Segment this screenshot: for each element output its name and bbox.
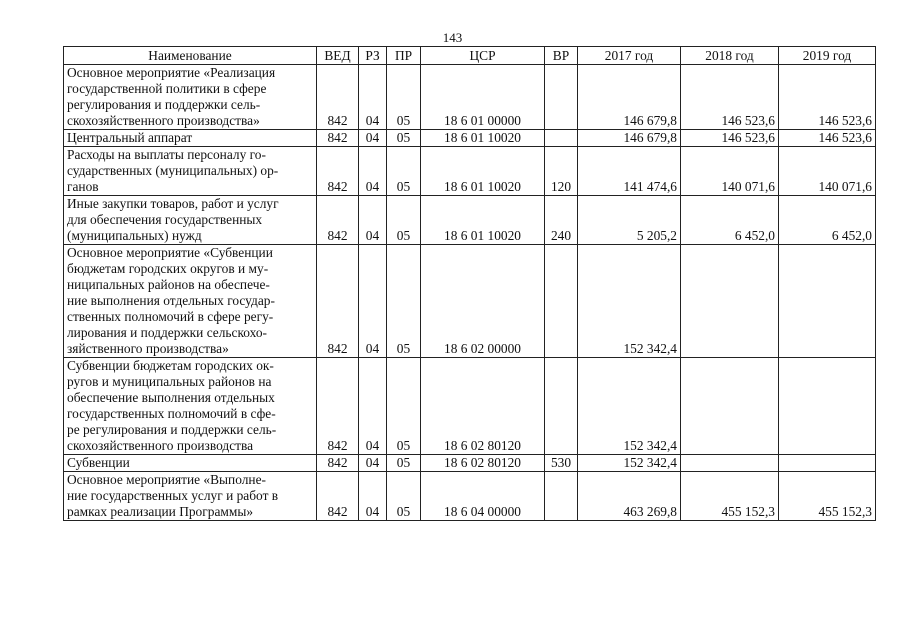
- cell-csr: 18 6 01 10020: [421, 196, 545, 245]
- cell-vr: [545, 245, 578, 358]
- cell-vr: [545, 65, 578, 130]
- cell-name-line: государственных полномочий в сфе-: [67, 406, 276, 421]
- cell-2017: 146 679,8: [578, 130, 681, 147]
- table-row: [64, 65, 876, 130]
- cell-2019: 6 452,0: [779, 196, 876, 245]
- cell-2018: [681, 245, 779, 358]
- column-header-2019: 2019 год: [779, 47, 876, 65]
- cell-pr: 05: [387, 147, 421, 196]
- cell-name-line: регулирования и поддержки сель-: [67, 97, 261, 112]
- cell-2019: [779, 245, 876, 358]
- cell-2017: 5 205,2: [578, 196, 681, 245]
- column-header-pr: ПР: [387, 47, 421, 65]
- cell-csr: 18 6 02 80120: [421, 455, 545, 472]
- column-header-vr: ВР: [545, 47, 578, 65]
- cell-2019: [779, 358, 876, 455]
- column-header-ved: ВЕД: [317, 47, 359, 65]
- column-header-2017: 2017 год: [578, 47, 681, 65]
- cell-2019: 146 523,6: [779, 130, 876, 147]
- cell-name: [64, 147, 317, 196]
- cell-csr: 18 6 01 00000: [421, 65, 545, 130]
- table-row: [64, 147, 876, 196]
- table-header-row: [64, 47, 876, 65]
- cell-ved: 842: [317, 358, 359, 455]
- cell-name-line: сударственных (муниципальных) ор-: [67, 163, 279, 178]
- cell-name: [64, 358, 317, 455]
- cell-ved: 842: [317, 472, 359, 521]
- table-row: [64, 455, 876, 472]
- cell-pr: 05: [387, 472, 421, 521]
- cell-name-line: для обеспечения государственных: [67, 212, 263, 227]
- cell-name-line: ниципальных районов на обеспече-: [67, 277, 270, 292]
- cell-vr: [545, 130, 578, 147]
- cell-rz: 04: [359, 147, 387, 196]
- cell-name-line: Субвенции: [67, 455, 130, 470]
- cell-name-line: Основное мероприятие «Реализация: [67, 65, 276, 80]
- cell-2017: 152 342,4: [578, 358, 681, 455]
- cell-name: [64, 455, 317, 472]
- cell-name: [64, 65, 317, 130]
- cell-pr: 05: [387, 358, 421, 455]
- cell-pr: 05: [387, 245, 421, 358]
- cell-2018: [681, 455, 779, 472]
- table-row: [64, 472, 876, 521]
- cell-vr: [545, 472, 578, 521]
- cell-2019: 146 523,6: [779, 65, 876, 130]
- cell-name: [64, 245, 317, 358]
- cell-name: [64, 130, 317, 147]
- cell-name-line: ругов и муниципальных районов на: [67, 374, 272, 389]
- table-row: [64, 245, 876, 358]
- cell-rz: 04: [359, 472, 387, 521]
- cell-csr: 18 6 01 10020: [421, 147, 545, 196]
- cell-2018: 146 523,6: [681, 65, 779, 130]
- cell-2017: 152 342,4: [578, 455, 681, 472]
- cell-pr: 05: [387, 196, 421, 245]
- page-number: 143: [442, 30, 463, 45]
- cell-name-line: бюджетам городских округов и му-: [67, 261, 269, 276]
- cell-vr: 240: [545, 196, 578, 245]
- cell-name-line: обеспечение выполнения отдельных: [67, 390, 275, 405]
- cell-csr: 18 6 02 80120: [421, 358, 545, 455]
- cell-pr: 05: [387, 65, 421, 130]
- cell-csr: 18 6 04 00000: [421, 472, 545, 521]
- cell-2019: [779, 455, 876, 472]
- cell-name-line: ре регулирования и поддержки сель-: [67, 422, 277, 437]
- cell-ved: 842: [317, 196, 359, 245]
- cell-2017: 152 342,4: [578, 245, 681, 358]
- column-header-csr: ЦСР: [421, 47, 545, 65]
- budget-table: [63, 46, 876, 521]
- cell-name-line: Расходы на выплаты персоналу го-: [67, 147, 266, 162]
- cell-2019: 140 071,6: [779, 147, 876, 196]
- cell-vr: 120: [545, 147, 578, 196]
- cell-name-line: ганов: [67, 179, 99, 194]
- cell-name-line: (муниципальных) нужд: [67, 228, 202, 243]
- cell-ved: 842: [317, 65, 359, 130]
- cell-name-line: скохозяйственного производства»: [67, 113, 260, 128]
- cell-pr: 05: [387, 455, 421, 472]
- cell-pr: 05: [387, 130, 421, 147]
- table-row: [64, 358, 876, 455]
- cell-name: [64, 472, 317, 521]
- cell-name-line: рамках реализации Программы»: [67, 504, 254, 519]
- cell-name-line: государственной политики в сфере: [67, 81, 267, 96]
- cell-name-line: скохозяйственного производства: [67, 438, 254, 453]
- cell-2018: 455 152,3: [681, 472, 779, 521]
- cell-name-line: Субвенции бюджетам городских ок-: [67, 358, 274, 373]
- cell-name: [64, 196, 317, 245]
- cell-ved: 842: [317, 130, 359, 147]
- cell-2017: 141 474,6: [578, 147, 681, 196]
- column-header-2018: 2018 год: [681, 47, 779, 65]
- cell-name-line: Иные закупки товаров, работ и услуг: [67, 196, 279, 211]
- table-row: [64, 130, 876, 147]
- cell-2018: 146 523,6: [681, 130, 779, 147]
- cell-name-line: Центральный аппарат: [67, 130, 193, 145]
- column-header-rz: РЗ: [359, 47, 387, 65]
- cell-name-line: ние выполнения отдельных государ-: [67, 293, 275, 308]
- cell-2018: 6 452,0: [681, 196, 779, 245]
- cell-rz: 04: [359, 196, 387, 245]
- cell-vr: 530: [545, 455, 578, 472]
- cell-rz: 04: [359, 455, 387, 472]
- cell-2019: 455 152,3: [779, 472, 876, 521]
- cell-name-line: лирования и поддержки сельскохо-: [67, 325, 268, 340]
- cell-ved: 842: [317, 147, 359, 196]
- cell-name-line: Основное мероприятие «Выполне-: [67, 472, 266, 487]
- cell-name-line: зяйственного производства»: [67, 341, 229, 356]
- cell-ved: 842: [317, 455, 359, 472]
- cell-rz: 04: [359, 65, 387, 130]
- cell-2018: [681, 358, 779, 455]
- cell-name-line: ние государственных услуг и работ в: [67, 488, 279, 503]
- cell-2017: 146 679,8: [578, 65, 681, 130]
- cell-ved: 842: [317, 245, 359, 358]
- cell-vr: [545, 358, 578, 455]
- cell-csr: 18 6 01 10020: [421, 130, 545, 147]
- cell-name-line: ственных полномочий в сфере регу-: [67, 309, 274, 324]
- column-header-name: Наименование: [64, 47, 317, 65]
- cell-2017: 463 269,8: [578, 472, 681, 521]
- table-row: [64, 196, 876, 245]
- cell-name-line: Основное мероприятие «Субвенции: [67, 245, 273, 260]
- table-body: [64, 65, 876, 521]
- cell-2018: 140 071,6: [681, 147, 779, 196]
- cell-rz: 04: [359, 130, 387, 147]
- cell-rz: 04: [359, 245, 387, 358]
- cell-rz: 04: [359, 358, 387, 455]
- cell-csr: 18 6 02 00000: [421, 245, 545, 358]
